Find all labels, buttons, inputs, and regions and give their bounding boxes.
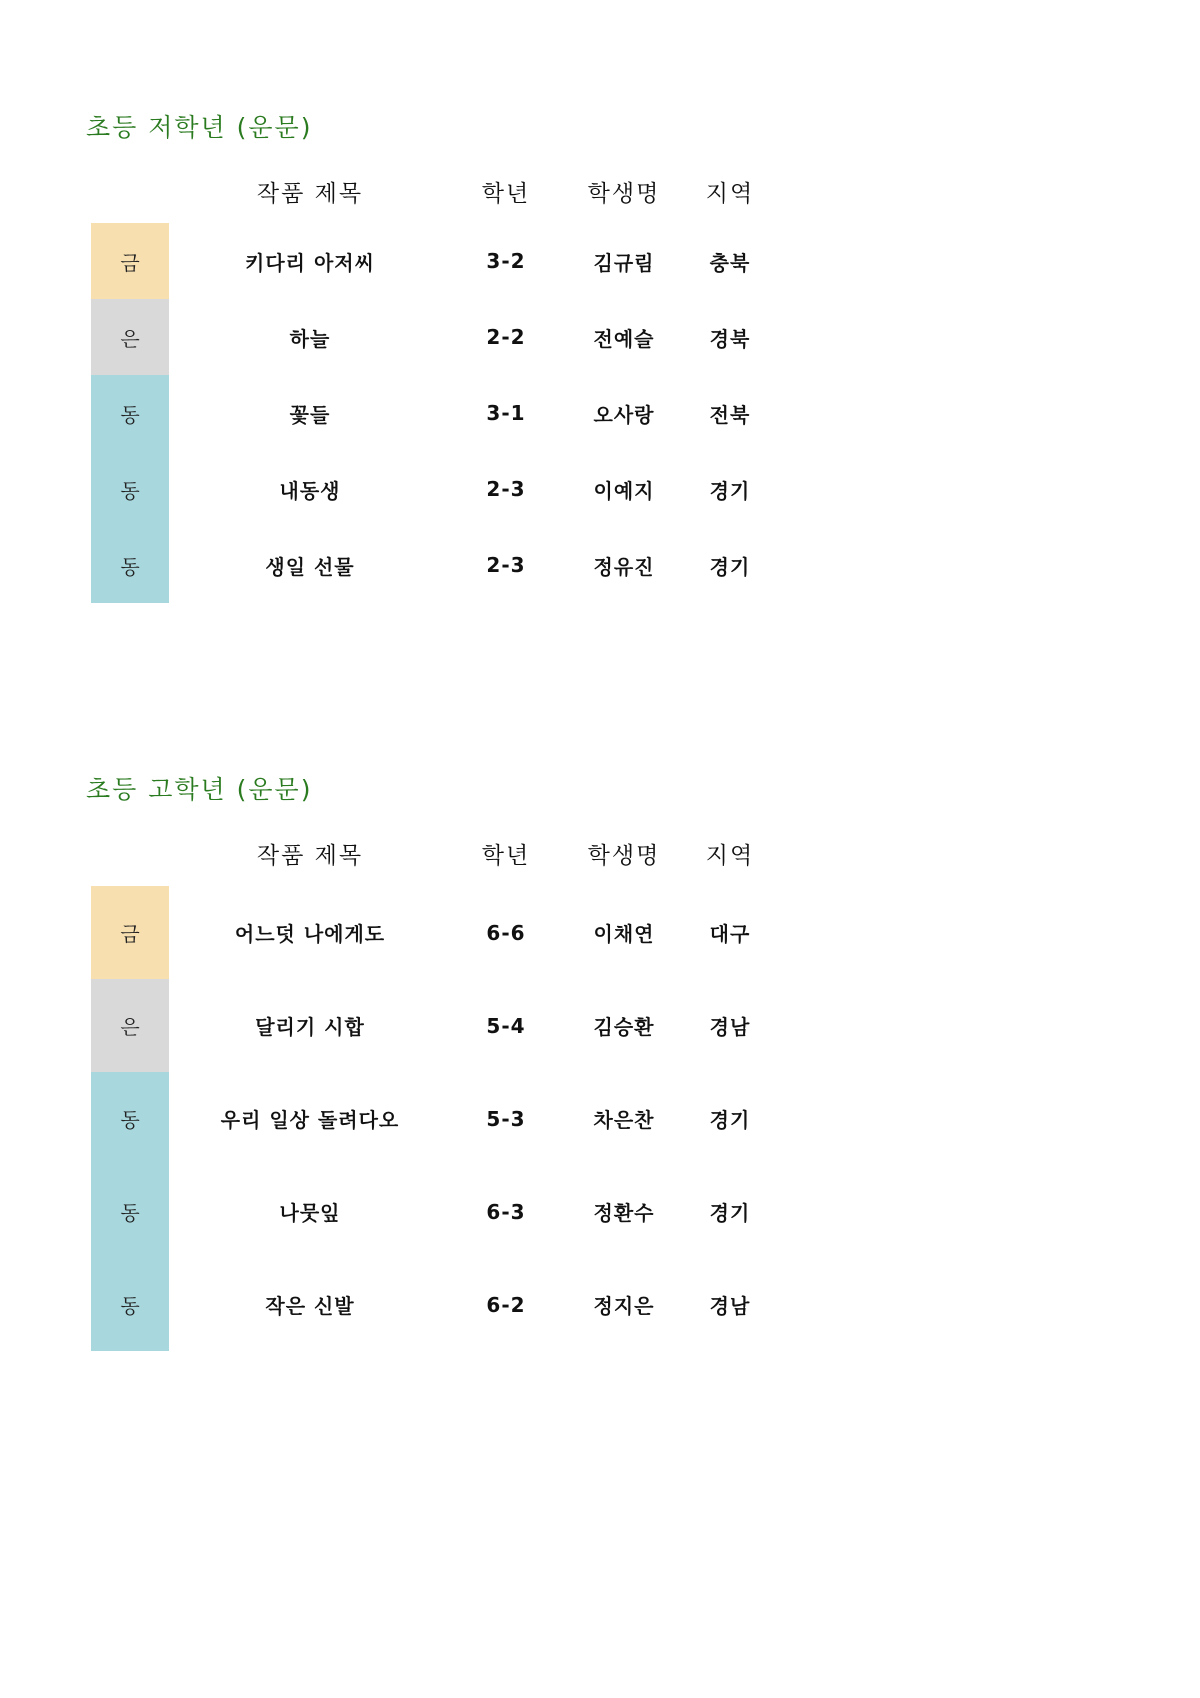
work-title-cell: 키다리 아저씨 (245, 250, 375, 275)
region-cell: 대구 (709, 922, 751, 946)
header-title: 작품 제목 (256, 181, 364, 207)
work-title-cell: 생일 선물 (265, 554, 355, 579)
region-cell: 경기 (709, 554, 751, 579)
medal-cell: 동 (91, 1258, 169, 1351)
student-name-cell: 김규림 (593, 250, 655, 275)
region-cell: 충북 (709, 250, 751, 275)
section-title: 초등 고학년 (운문) (86, 775, 313, 804)
region-cell: 경기 (709, 1108, 751, 1132)
header-student: 학생명 (587, 181, 661, 207)
medal-cell: 은 (91, 299, 169, 375)
student-name-cell: 이예지 (593, 478, 655, 503)
student-name-cell: 차은찬 (593, 1108, 655, 1132)
work-title-cell: 우리 일상 돌려다오 (220, 1108, 400, 1132)
grade-cell: 3-1 (486, 401, 526, 425)
medal-cell: 동 (91, 527, 169, 603)
medal-cell: 동 (91, 1072, 169, 1165)
grade-cell: 5-3 (486, 1106, 526, 1131)
medal-cell: 금 (91, 886, 169, 979)
table-row (0, 451, 1200, 527)
grade-cell: 3-2 (486, 249, 526, 273)
student-name-cell: 이채연 (593, 922, 655, 946)
medal-cell: 은 (91, 979, 169, 1072)
table-row (0, 527, 1200, 603)
region-cell: 경남 (709, 1015, 751, 1039)
header-grade: 학년 (481, 181, 531, 207)
table-row (0, 299, 1200, 375)
grade-cell: 2-3 (486, 553, 526, 577)
section-title: 초등 저학년 (운문) (86, 113, 313, 142)
medal-cell: 금 (91, 223, 169, 299)
grade-cell: 2-3 (486, 477, 526, 501)
grade-cell: 6-6 (486, 920, 526, 945)
table-row (0, 979, 1200, 1072)
region-cell: 경기 (709, 1201, 751, 1225)
student-name-cell: 김승환 (593, 1015, 655, 1039)
table-row (0, 1165, 1200, 1258)
grade-cell: 6-2 (486, 1292, 526, 1317)
grade-cell: 6-3 (486, 1199, 526, 1224)
table-header (0, 176, 1200, 212)
region-cell: 경기 (709, 478, 751, 503)
work-title-cell: 내동생 (279, 478, 341, 503)
work-title-cell: 어느덧 나에게도 (234, 922, 386, 946)
header-grade: 학년 (481, 843, 531, 869)
student-name-cell: 정유진 (593, 554, 655, 579)
header-student: 학생명 (587, 843, 661, 869)
header-region: 지역 (705, 843, 755, 869)
medal-cell: 동 (91, 1165, 169, 1258)
student-name-cell: 전예슬 (593, 326, 655, 351)
table-header (0, 838, 1200, 874)
work-title-cell: 나뭇잎 (279, 1201, 341, 1225)
medal-cell: 동 (91, 451, 169, 527)
work-title-cell: 달리기 시합 (255, 1015, 365, 1039)
work-title-cell: 하늘 (289, 326, 331, 351)
work-title-cell: 작은 신발 (265, 1294, 355, 1318)
region-cell: 경남 (709, 1294, 751, 1318)
table-row (0, 1258, 1200, 1351)
student-name-cell: 오사랑 (593, 402, 655, 427)
work-title-cell: 꽃들 (289, 402, 331, 427)
region-cell: 전북 (709, 402, 751, 427)
table-row (0, 886, 1200, 979)
table-row (0, 223, 1200, 299)
student-name-cell: 정환수 (593, 1201, 655, 1225)
student-name-cell: 정지은 (593, 1294, 655, 1318)
table-row (0, 1072, 1200, 1165)
grade-cell: 5-4 (486, 1013, 526, 1038)
table-row (0, 375, 1200, 451)
grade-cell: 2-2 (486, 325, 526, 349)
header-region: 지역 (705, 181, 755, 207)
medal-cell: 동 (91, 375, 169, 451)
header-title: 작품 제목 (256, 843, 364, 869)
region-cell: 경북 (709, 326, 751, 351)
